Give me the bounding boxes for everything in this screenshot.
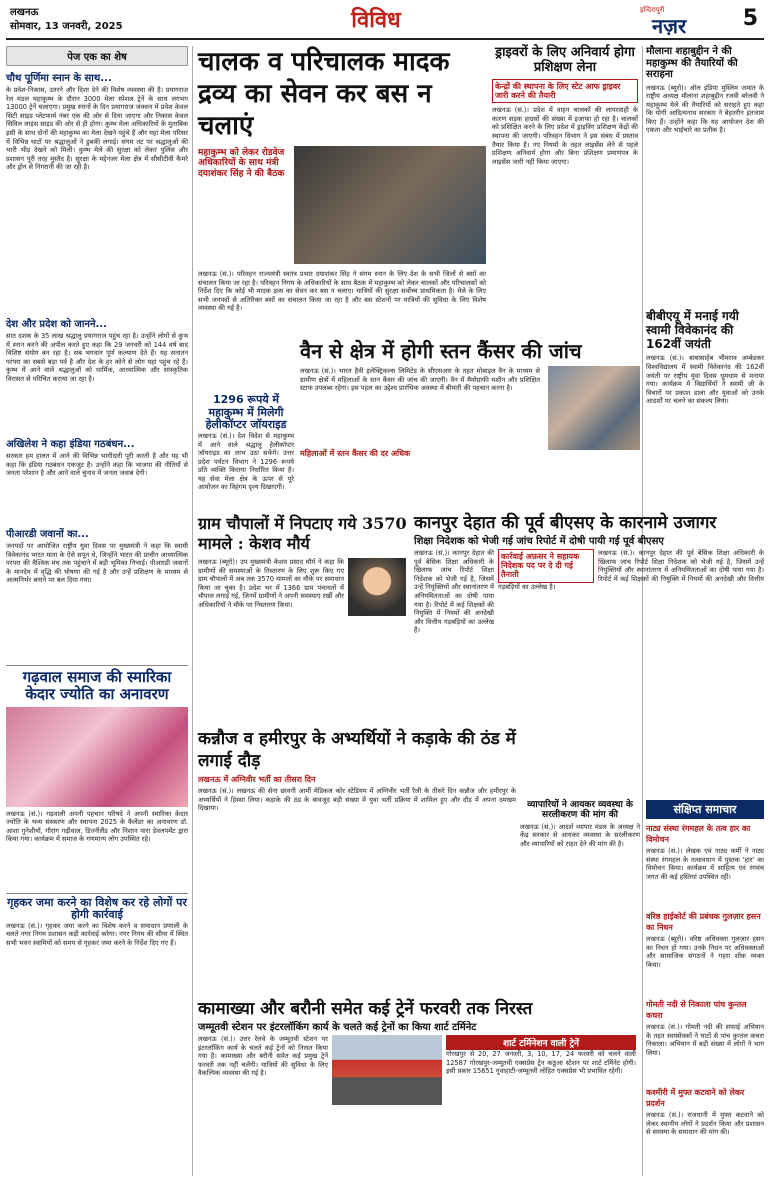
kanpur-body-cont: लखनऊ (सं.)। कानपुर देहात की पूर्व बेसिक शिक्षा अधिकारी के खिलाफ जांच रिपोर्ट शिक्षा निदेशक को भेजी गई है, जिसमें उन्हें नियुक्तियों और स्थानांतरण में अनियमितताओं का दोषी पाया गया है। रिपोर्ट में कई शिक्षकों की नियुक्ति में नियमों की अनदेखी और वित्तीय गड़बड़ियों का उल्लेख है। — [498, 549, 764, 592]
masthead — [6, 4, 764, 40]
right-story-1 — [646, 46, 764, 306]
short-news-header: संक्षिप्त समाचार — [646, 800, 764, 819]
cancer-body: लखनऊ (सं.)। भारत हैवी इलेक्ट्रिकल्स लिमिटेड के सीएसआर के तहत मोबाइल वैन के माध्यम से ग्रामीण क्षेत्रों में महिलाओं के स्तन कैंसर की जांच की जाएगी। वैन में मैमोग्राफी मशीन और प्रशिक्षित स्टाफ उपलब्ध रहेगा। इस पहल का उद्देश्य प्रारंभिक अवस्था में बीमारी की पहचान करना है। — [300, 367, 540, 393]
kannauj-story — [198, 728, 516, 998]
short-termination-body: गोरखपुर से 20, 27 जनवरी, 3, 10, 17, 24 फरवरी को चलने वाली 12587 गोरखपुर-जम्मूतवी एक्सप्रेस ट्रेन कठुआ स्टेशन पर शार्ट टर्मिनेट होगी। इसी प्रकार 15651 गुवाहाटी-जम्मूतवी लोहित एक्सप्रेस भी प्रभावित रहेगी। — [446, 1050, 636, 1076]
traders-headline: व्यापारियों ने आयकर व्यवस्था के सरलीकरण की मांग की — [527, 800, 633, 821]
bbau-story — [646, 310, 764, 500]
keshav-maurya-photo — [348, 558, 406, 616]
lead-body: लखनऊ (सं.)। परिवहन राज्यमंत्री स्वतंत्र प्रभार दयाशंकर सिंह ने संगम स्नान के लिए देश के सभी जिलों से बसों का संचालन किया जा रहा है। परिवहन निगम के अधिकारियों के साथ बैठक में महाकुम्भ को लेकर चालकों और परिचालकों को निर्देश दिए कि कोई भी मादक द्रव्य का सेवन कर बस न चलाए। यात्रियों की सुरक्षा सर्वोच्च प्राथमिकता है। मेले के लिए सभी जनपदों से अतिरिक्त बसों का संचालन किया जा रहा है और बस स्टेशनों पर यात्रियों की सुविधा के लिए विशेष व्यवस्था की गई है। — [198, 270, 486, 313]
cancer-headline: वैन से क्षेत्र में होगी स्तन कैंसर की जांच — [300, 339, 582, 363]
driver-body: लखनऊ (सं.)। प्रदेश में वाहन चालकों की लापरवाही के कारण सड़क हादसों की संख्या में इजाफा हो रहा है। चालकों को प्रशिक्षित करने के लिए प्रदेश में ड्राइविंग प्रशिक्षण केंद्रों की स्थापना की जाएगी। परिवहन विभाग ने इस संबंध में प्रस्ताव तैयार किया है। नए नियमों के तहत लाइसेंस लेने से पहले प्रशिक्षण अनिवार्य होगा और बिना प्रशिक्षण प्रमाणपत्र के लाइसेंस जारी नहीं किया जाएगा। — [492, 106, 638, 166]
short-termination-box — [446, 1035, 636, 1154]
meeting-photo — [294, 146, 486, 264]
left-story-1-title: चौथ पूर्णिमा स्नान के साथ... — [6, 73, 112, 84]
brand-logo — [616, 4, 726, 36]
bbau-headline: बीबीएयू में मनाई गयी स्वामी विवेकानंद की 162वीं जयंती — [646, 309, 739, 351]
traders-story — [520, 800, 640, 970]
train-photo — [332, 1035, 442, 1105]
left-story-3-title: अखिलेश ने कहा इंडिया गठबंधन... — [6, 439, 135, 450]
lead-sub-body: लखनऊ (सं.)। देश विदेश से महाकुम्भ में आने वाले श्रद्धालु हेलीकॉप्टर जॉयराइड का लाभ उठा सकेंगे। उत्तर प्रदेश पर्यटन विभाग ने 1296 रूपये प्रति व्यक्ति किराया निर्धारित किया है। यह सेवा मेला क्षेत्र के ऊपर से पूरे आयोजन का विहंगम दृश्य दिखाएगी। — [198, 431, 294, 492]
news-1-body: लखनऊ (सं.)। लेखक एवं नाट्य कर्मी ने नाट्य संस्था रंगमहल के तत्वावधान में पुस्तक 'हार' का विमोचन किया। कार्यक्रम में साहित्य एवं रंगमंच जगत की कई हस्तियां उपस्थित रहीं। — [646, 847, 764, 881]
lead-kicker: महाकुम्भ को लेकर रोडवेज अधिकारियों के साथ मंत्री दयाशंकर सिंह ने की बैठक — [198, 148, 285, 179]
garhwal-event-photo — [6, 707, 188, 807]
news-4-body: लखनऊ (सं.)। राजधानी में मुफ्त कटवाने को लेकर स्थानीय लोगों ने प्रदर्शन किया और प्रशासन से समस्या के समाधान की मांग की। — [646, 1111, 764, 1137]
masthead-city-date — [10, 6, 123, 34]
divider — [6, 893, 188, 894]
kannauj-body: लखनऊ (सं.)। लखनऊ की सेना छावनी आर्मी मेडिकल कोर स्टेडियम में अग्निवीर भर्ती रैली के तीसरे दिन कन्नौज और हमीरपुर के अभ्यर्थियों ने हिस्सा लिया। कड़ाके की ठंड के बावजूद बड़ी संख्या में युवा भर्ती प्रक्रिया में शामिल हुए और दौड़ में अपना दमखम दिखाया। — [198, 787, 516, 813]
driver-kicker: केन्द्रों की स्थापना के लिए स्टेट आफ ड्राइवर जारी करने की तैयारी — [492, 79, 638, 103]
garhwal-photo-frame — [6, 707, 188, 807]
right-story-1-title: मौलाना शहाबुद्दीन ने की महाकुम्भ की तैयारियों की सराहना — [646, 46, 738, 80]
traders-body: लखनऊ (सं.)। आदर्श व्यापार मंडल के अध्यक्ष ने केंद्र सरकार से आयकर व्यवस्था के सरलीकरण और व्यापारियों को राहत देने की मांग की है। — [520, 822, 640, 848]
kanpur-box: कार्रवाई अफ़सर ने सहायक निदेशक पद पर दे दी गई तैनाती — [498, 549, 594, 583]
left-story-2-body: सात दशक के 35 लाख श्रद्धालु प्रयागराज पहुंच रहा है। उन्होंने लोगों से कुंभ में स्नान करने की अपील करते हुए कहा कि 29 जनवरी को 144 वर्ष बाद विशिष्ट संयोग बन रहा है। सब भगवान पूर्ण कल्याण देते हैं। यह सनातन परंपरा का सबसे बड़ा पर्व है और देश के हर कोने से लोग यहां पहुंच रहे हैं। कुम्भ में आने वाले श्रद्धालुओं को धार्मिक, आध्यात्मिक और सांस्कृतिक विरासत से परिचित कराया जा रहा है। — [6, 332, 188, 383]
driver-headline: ड्राइवरों के लिए अनिवार्य होगा प्रशिक्षण लेना — [495, 45, 635, 75]
left-story-6-title: गृहकर जमा करने का विशेष कर रहे लोगों पर होगी कार्रवाई — [7, 895, 187, 922]
left-column-header: पेज एक का शेष — [6, 46, 188, 66]
brand-small: इन्दिरापुरी — [640, 6, 665, 14]
page-number: 5 — [742, 6, 758, 31]
left-story-4-title: पीआरडी जवानों का... — [6, 529, 89, 540]
column-divider — [192, 46, 193, 1176]
masthead-city: लखनऊ — [10, 7, 39, 18]
kanpur-subhead: शिक्षा निदेशक को भेजी गई जांच रिपोर्ट में दोषी पायी गई पूर्व बीएसए — [414, 535, 664, 547]
left-story-5-title: गढ़वाल समाज की स्मारिका केदार ज्योति का अनावरण — [22, 668, 172, 704]
kannauj-kicker: लखनऊ में अग्निवीर भर्ती का तीसरा दिन — [198, 775, 316, 784]
section-title: विविध — [351, 7, 401, 33]
cancer-story — [300, 340, 640, 510]
chaupal-body: लखनऊ (ब्यूरो)। उप मुख्यमंत्री केशव प्रसाद मौर्य ने कहा कि ग्रामीणों की समस्याओं के निस्तारण के लिए शुरू किए गए ग्राम चौपालों में अब तक 3570 मामलों का मौके पर समाधान किया जा चुका है। प्रदेश भर में 1366 ग्राम पंचायतों में चौपाल लगाई गई, जिनमें ग्रामीणों ने अपनी समस्याएं रखीं और अधिकारियों ने मौके पर निस्तारण किया। — [198, 558, 344, 609]
news-3-body: लखनऊ (सं.)। गोमती नदी की सफाई अभियान के तहत स्वयंसेवकों ने घाटों से पांच कुन्तल कचरा निकाला। अभियान में बड़ी संख्या में लोगों ने भाग लिया। — [646, 1023, 764, 1057]
left-story-2-title: देश और प्रदेश को जानने... — [6, 319, 107, 330]
train-body: लखनऊ (सं.)। उत्तर रेलवे के जम्मूतवी स्टेशन पर इंटरलॉकिंग कार्य के चलते कई ट्रेनों को निरस्त किया गया है। कामाख्या और बरौनी समेत कई प्रमुख ट्रेनें फरवरी तक नहीं चलेंगी। यात्रियों की सुविधा के लिए वैकल्पिक व्यवस्था की गई है। — [198, 1035, 328, 1078]
lead-subhead: 1296 रूपये में महाकुम्भ में मिलेगी हेलीकॉप्टर जॉयराइड — [205, 393, 287, 432]
news-2-body: लखनऊ (ब्यूरो)। वरिष्ठ अधिवक्ता गुलज़ार हसन का निधन हो गया। उनके निधन पर अधिवक्ताओं और सामाजिक संगठनों ने गहरा शोक व्यक्त किया। — [646, 935, 764, 969]
short-termination-title: शार्ट टर्मिनेशन वाली ट्रेनें — [446, 1035, 636, 1050]
news-4-title: कश्मीरी में मुफ्त कटवाने को लेकर प्रदर्शन — [646, 1088, 745, 1108]
divider — [6, 665, 188, 666]
lead-headline: चालक व परिचालक मादक द्रव्य का सेवन कर बस न चलाएं — [198, 47, 450, 141]
news-3-title: गोमती नदी से निकाला पांच कुन्तल कचरा — [646, 1000, 747, 1020]
news-2-title: वरिष्ठ हाईकोर्ट की प्रबंधक गुलज़ार हसन का निधन — [646, 912, 761, 932]
left-story-6-body: लखनऊ (सं.)। गृहकर जमा करने का विशेष करने व समाधान प्रणाली के चलते नगर निगम प्रशासन कड़ी कार्रवाई करेगा। नगर निगम की सीमा में स्थित सभी भवन स्वामियों को समय से गृहकर जमा करने के निर्देश दिए गए हैं। — [6, 921, 188, 947]
chaupal-headline: ग्राम चौपालों में निपटाए गये 3570 मामले : केशव मौर्य — [198, 514, 407, 553]
masthead-date: सोमवार, 13 जनवरी, 2025 — [10, 21, 123, 32]
lead-media-row — [198, 146, 486, 266]
left-story-3-body: सरकार हम हालत में आने की विभिन्न भागीदारी पूरी करती है और यह भी कहा कि इंडिया गठबंधन एकजुट है। उन्होंने कहा कि भाजपा की नीतियों से जनता परेशान है और आने वाले चुनाव में जनता जवाब देगी। — [6, 452, 188, 478]
train-headline: कामाख्या और बरौनी समेत कई ट्रेनें फरवरी तक निरस्त — [198, 999, 533, 1019]
news-1-title: नाट्य संस्था रंगमहल के तत्व हार का विमोचन — [646, 824, 751, 844]
bbau-body: लखनऊ (सं.)। बाबासाहेब भीमराव अम्बेडकर विश्वविद्यालय में स्वामी विवेकानंद की 162वीं जयंती पर राष्ट्रीय युवा दिवस धूमधाम से मनाया गया। कार्यक्रम में विद्यार्थियों ने स्वामी जी के विचारों पर प्रकाश डाला और युवाओं को उनके आदर्शों पर चलने का संकल्प लिया। — [646, 354, 764, 406]
train-photo-frame — [332, 1035, 442, 1155]
cancer-van-photo — [548, 366, 640, 450]
left-story-4-body: जनपदों पर आयोजित राष्ट्रीय युवा दिवस पर मुख्यमंत्री ने कहा कि स्वामी विवेकानंद भारत माता के ऐसे सपूत थे, जिन्होंने भारत की प्राचीन आध्यात्मिक परंपरा की वैश्विक मंच तक पहुंचाने में बड़ी भूमिका निभाई। पीआरडी जवानों के मानदेय में वृद्धि की घोषणा की गई है और उन्हें प्रशिक्षण के माध्यम से आत्मनिर्भर बनाने पर बल दिया गया। — [6, 542, 188, 585]
short-news — [646, 800, 764, 1176]
cancer-box-title: महिलाओं में स्तन कैंसर की दर अधिक — [300, 449, 411, 458]
left-story-5-body: लखनऊ (सं.)। गढ़वाली अपनी पहचान परिषदे ने अपनी स्मारिका केदार ज्योति के भव्य संस्करण और स्थापना 2025 के कैलेंडर का अनावरण डॉ. आशा गुनेशीयों, गौरांग गढ़ीवाल, डिज्नीलैंड और निशान पारा डेवलपमेंट द्वारा किया गया। कार्यक्रम में समाज के गणमान्य लोग उपस्थित रहे। — [6, 809, 188, 844]
left-story-1-body: के प्रवेश-निकास, उतरने और दिशा देने की विशेष व्यवस्था की है। प्रयागराज रेल मंडल महाकुम्भ के दौरान 3000 मेला स्पेशल ट्रेनें के साथ लगभग 13000 ट्रेनें चलाएगा। प्रमुख स्नानों के दिन प्रयागराज जंक्शन में प्रवेश केवल सिटी साइड प्लेटफार्म नंबर एक की ओर से दिया जाएगा और निकास केवल सिविल लाइंस साइड की ओर से ही होगा। कुम्भ मेला अधिकारियों के मुताबिक इसी के साथ दोनों की महाकुम्भ का मेला देखने पहुंचे हैं और यहां मेला परिसर में विभिन्न घाटों पर श्रद्धालुओं ने डुबकी लगाई। संगम तट पर श्रद्धालुओं की भारी भीड़ देखने को मिली। कुम्भ मेले की सुरक्षा को लेकर पुलिस और प्रशासन पूरी तरह मुस्तैद है। सुरक्षा के मद्देनजर मेला क्षेत्र में सीसीटीवी कैमरे और ड्रोन से निगरानी की जा रही है। — [6, 86, 188, 172]
kanpur-body: लखनऊ (सं.)। कानपुर देहात की पूर्व बेसिक शिक्षा अधिकारी के खिलाफ जांच रिपोर्ट शिक्षा निदेशक को भेजी गई है, जिसमें उन्हें नियुक्तियों और स्थानांतरण में अनियमितताओं का दोषी पाया गया है। रिपोर्ट में कई शिक्षकों की नियुक्ति में नियमों की अनदेखी और वित्तीय गड़बड़ियों का उल्लेख है। — [414, 549, 494, 635]
left-column — [6, 46, 188, 1176]
train-subhead: जम्मूतवी स्टेशन पर इंटरलॉकिंग कार्य के चलते कई ट्रेनों का किया शार्ट टर्मिनेट — [198, 1021, 477, 1033]
kanpur-headline: कानपुर देहात की पूर्व बीएसए के कारनामे उजागर — [414, 513, 717, 533]
right-story-1-body: लखनऊ (ब्यूरो)। ऑल इंडिया मुस्लिम जमात के राष्ट्रीय अध्यक्ष मौलाना शहाबुद्दीन रजवी बरेलवी ने महाकुम्भ मेले की तैयारियों को सराहते हुए कहा कि योगी आदित्यनाथ सरकार ने बेहतरीन इंतजाम किए हैं। उन्होंने कहा कि यह आयोजन देश की एकता और भाईचारे का प्रतीक है। — [646, 83, 764, 135]
brand-name: नज़र — [652, 14, 687, 38]
chaupal-story — [198, 514, 408, 724]
driver-story — [492, 46, 638, 336]
train-story — [198, 1000, 640, 1176]
kannauj-headline: कन्नौज व हमीरपुर के अभ्यर्थियों ने कड़ाके की ठंड में लगाई दौड़ — [198, 729, 516, 771]
